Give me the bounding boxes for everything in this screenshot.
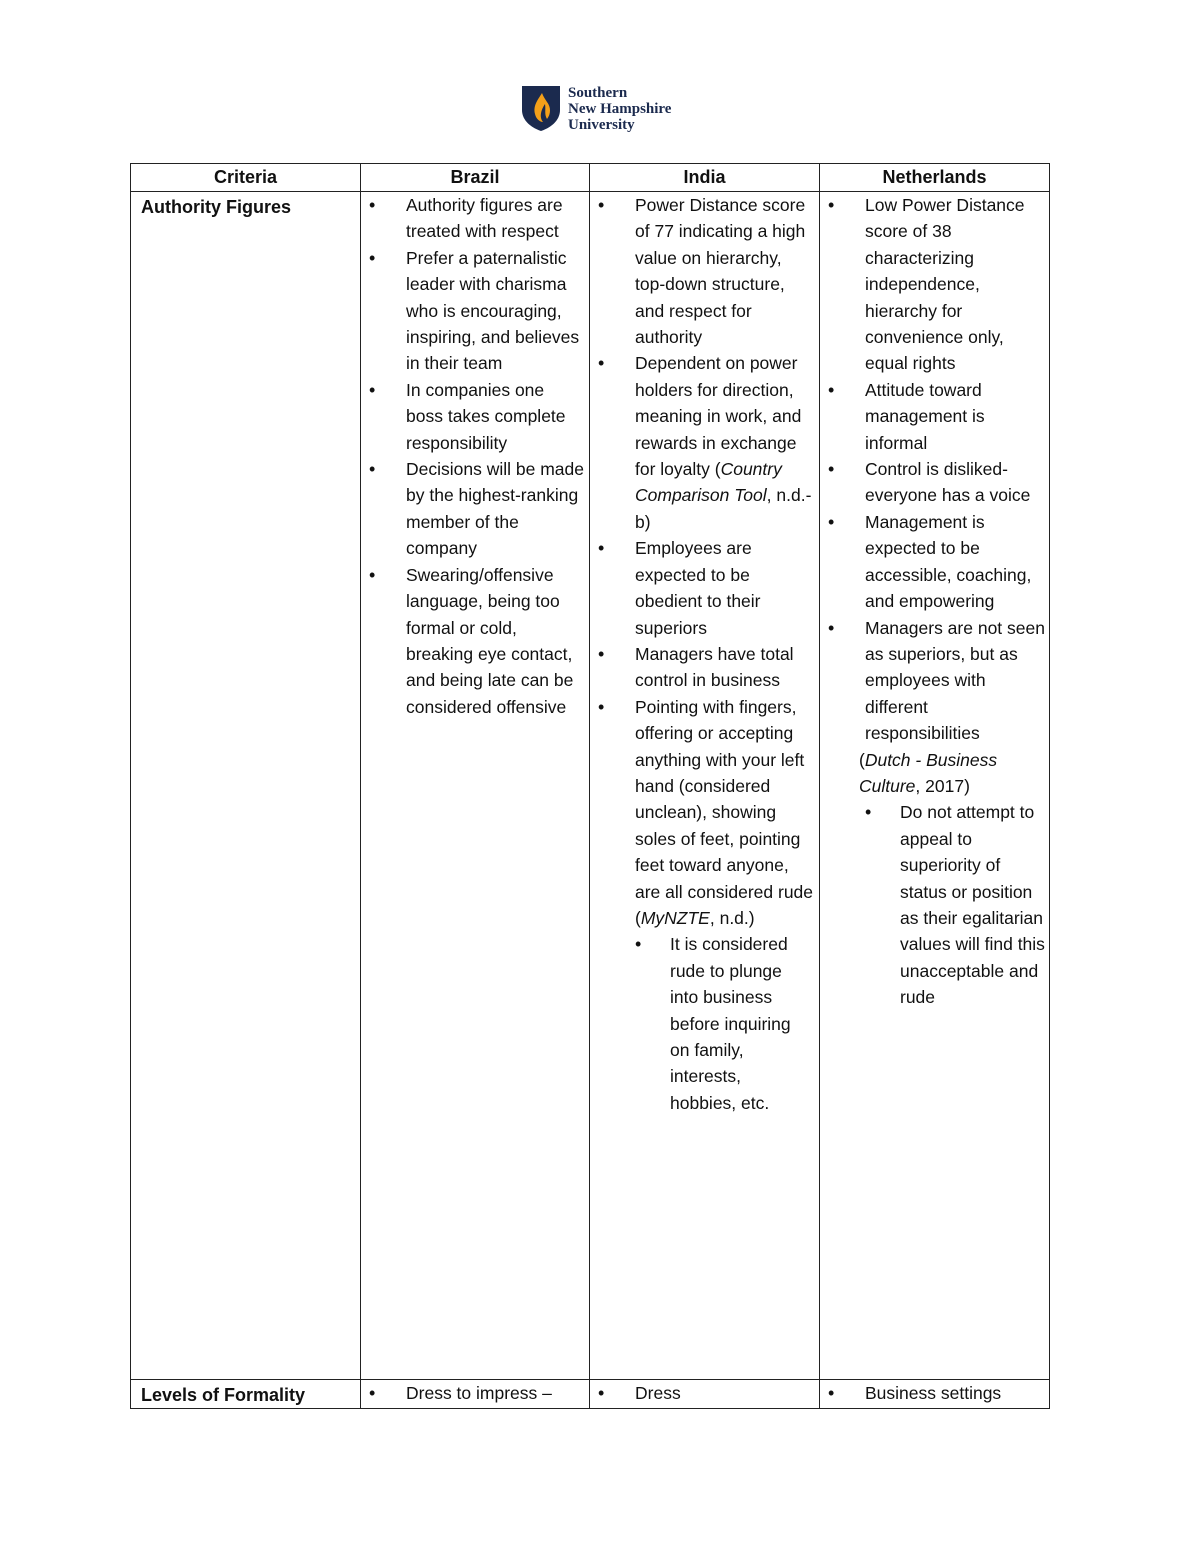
list-item: • Dress to impress –	[361, 1380, 589, 1406]
list-item: • Managers are not seen as superiors, but as employees with different responsibilities	[820, 615, 1049, 747]
citation-title: Dutch - Business Culture	[859, 749, 998, 796]
row-levels-of-formality	[131, 1380, 1050, 1409]
list-item: • Power Distance score of 77 indicating a high value on hierarchy, top-down structure, and respect for authority	[590, 192, 819, 350]
list-item: • Prefer a paternalistic leader with charisma who is encouraging, inspiring, and believes in their team	[361, 245, 589, 377]
brazil-authority-cell	[361, 192, 590, 1380]
list-item: • Swearing/offensive language, being too formal or cold, breaking eye contact, and being late can be considered offensive	[361, 562, 589, 720]
criteria-authority-figures: Authority Figures	[141, 197, 292, 217]
text-run: , n.d.-b)	[635, 485, 812, 532]
netherlands-authority-cell	[820, 192, 1050, 1380]
list-item: • In companies one boss takes complete responsibility	[361, 377, 589, 456]
sub-list-item: • Do not attempt to appeal to superiority of status or position as their egalitarian values will find this unacceptable and rude	[865, 799, 1049, 1010]
list-item: • Attitude toward management is informal	[820, 377, 1049, 456]
header-row	[131, 164, 1050, 192]
criteria-cell	[131, 1380, 361, 1409]
list-item	[590, 694, 819, 1117]
text-run: (	[859, 749, 865, 770]
shield-flame-icon	[520, 84, 562, 132]
text-run: Pointing with fingers, offering or accepting anything with your left hand (considered unclean), showing soles of feet, pointing feet toward anyone, are all considered rude (	[635, 696, 814, 928]
sub-list-item: • It is considered rude to plunge into business before inquiring on family, interests, hobbies, etc.	[635, 931, 815, 1116]
citation-title: MyNZTE	[640, 907, 710, 928]
list-item: • Managers have total control in business	[590, 641, 819, 694]
header-netherlands: Netherlands	[820, 164, 1050, 192]
india-authority-cell	[590, 192, 820, 1380]
snhu-logo	[520, 84, 671, 133]
culture-comparison-table	[130, 163, 1050, 1409]
row-authority-figures	[131, 192, 1050, 1380]
logo-line-2: New Hampshire	[568, 101, 672, 117]
list-item: • Dress	[590, 1380, 819, 1406]
list-item: • Authority figures are treated with respect	[361, 192, 589, 245]
header-criteria: Criteria	[131, 164, 361, 192]
logo-line-3: University	[568, 117, 635, 133]
criteria-cell	[131, 192, 361, 1380]
list-item	[590, 350, 819, 535]
text-run: , 2017)	[915, 775, 970, 796]
list-item: • Low Power Distance score of 38 characterizing independence, hierarchy for convenience only, equal rights	[820, 192, 1049, 377]
citation-title: Country Comparison Tool	[635, 459, 782, 506]
header-india: India	[590, 164, 820, 192]
text-run: Dependent on power holders for direction, meaning in work, and rewards in exchange for loyalty (	[635, 353, 802, 480]
list-item: • Business settings	[820, 1380, 1049, 1406]
brazil-formality-cell	[361, 1380, 590, 1409]
list-item: • Management is expected to be accessible, coaching, and empowering	[820, 509, 1049, 615]
netherlands-formality-cell	[820, 1380, 1050, 1409]
header-brazil: Brazil	[361, 164, 590, 192]
list-item: • Employees are expected to be obedient to their superiors	[590, 535, 819, 641]
logo-line-1: Southern	[568, 85, 628, 101]
citation	[820, 747, 1049, 800]
criteria-levels-of-formality: Levels of Formality	[141, 1385, 306, 1405]
list-item: • Decisions will be made by the highest-ranking member of the company	[361, 456, 589, 562]
list-item: • Control is disliked-everyone has a voice	[820, 456, 1049, 509]
india-formality-cell	[590, 1380, 820, 1409]
text-run: , n.d.)	[709, 907, 755, 928]
